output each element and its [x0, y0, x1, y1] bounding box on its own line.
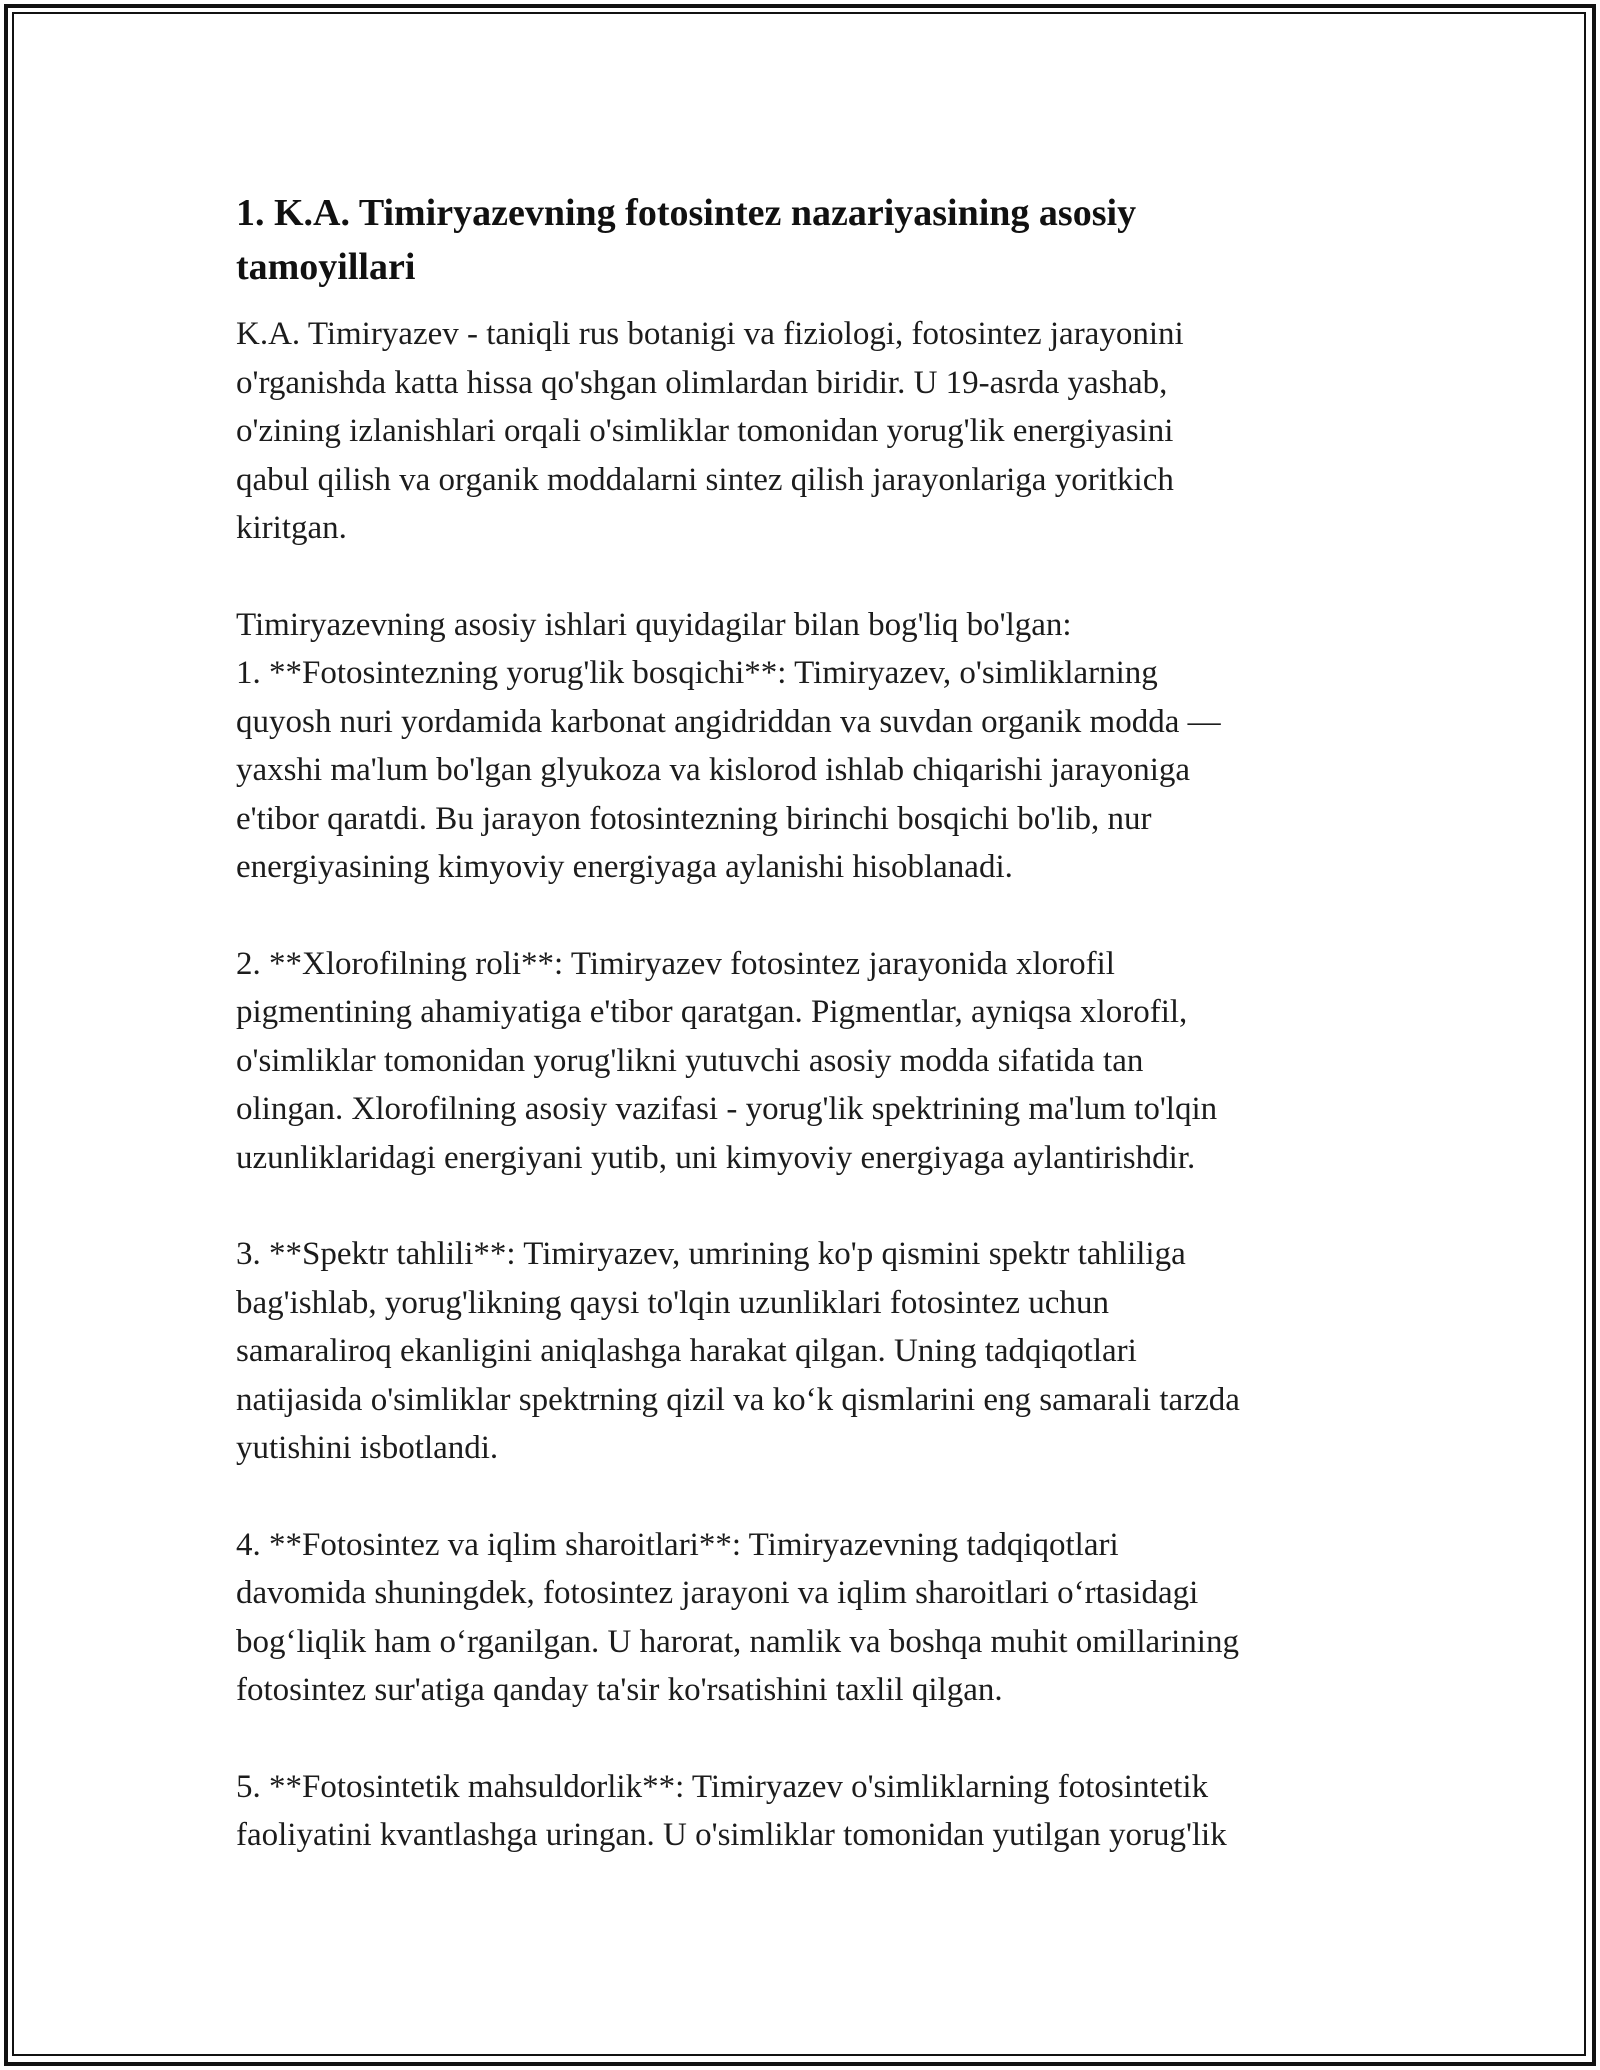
- text-line: fotosintez sur'atiga qanday ta'sir ko'rsatishini taxlil qilgan.: [236, 1672, 1003, 1708]
- text-line: kiritgan.: [236, 510, 347, 546]
- paragraph-item-3: [236, 1230, 1366, 1473]
- paragraph-item-4: [236, 1521, 1366, 1715]
- text-line: samaraliroq ekanligini aniqlashga harakat qilgan. Uning tadqiqotlari: [236, 1333, 1137, 1369]
- text-line: pigmentining ahamiyatiga e'tibor qaratgan. Pigmentlar, ayniqsa xlorofil,: [236, 994, 1188, 1030]
- text-line: Timiryazevning asosiy ishlari quyidagilar bilan bog'liq bo'lgan:: [236, 606, 1072, 643]
- text-line: e'tibor qaratdi. Bu jarayon fotosintezning birinchi bosqichi bo'lib, nur: [236, 800, 1152, 837]
- text-line: davomida shuningdek, fotosintez jarayoni va iqlim sharoitlari oʻrtasidagi: [236, 1575, 1199, 1611]
- text-line: energiyasining kimyoviy energiyaga aylanishi hisoblanadi.: [236, 849, 1013, 885]
- text-line: o'zining izlanishlari orqali o'simliklar tomonidan yorug'lik energiyasini: [236, 413, 1174, 449]
- text-line: quyosh nuri yordamida karbonat angidriddan va suvdan organik modda —: [236, 703, 1221, 740]
- text-line: 1. **Fotosintezning yorug'lik bosqichi**: Timiryazev, o'simliklarning: [236, 655, 1158, 691]
- document-page: [236, 186, 1366, 1908]
- text-line: bag'ishlab, yorug'likning qaysi to'lqin uzunliklari fotosintez uchun: [236, 1284, 1109, 1321]
- text-line: natijasida o'simliklar spektrning qizil va koʻk qismlarini eng samarali tarzda: [236, 1381, 1240, 1418]
- text-line: olingan. Xlorofilning asosiy vazifasi - yorug'lik spektrining ma'lum to'lqin: [236, 1091, 1218, 1127]
- paragraph-item-1: [236, 601, 1366, 892]
- text-line: 4. **Fotosintez va iqlim sharoitlari**: Timiryazevning tadqiqotlari: [236, 1526, 1119, 1563]
- paragraph-item-2: [236, 940, 1366, 1183]
- text-line: bogʻliqlik ham oʻrganilgan. U harorat, namlik va boshqa muhit omillarining: [236, 1623, 1239, 1660]
- text-line: 3. **Spektr tahlili**: Timiryazev, umrining ko'p qismini spektr tahliliga: [236, 1236, 1186, 1272]
- text-line: yaxshi ma'lum bo'lgan glyukoza va kislorod ishlab chiqarishi jarayoniga: [236, 752, 1191, 788]
- heading-line: tamoyillari: [236, 246, 416, 288]
- paragraph-intro: [236, 310, 1366, 553]
- paragraph-item-5: [236, 1763, 1366, 1860]
- text-line: 5. **Fotosintetik mahsuldorlik**: Timiryazev o'simliklarning fotosintetik: [236, 1768, 1209, 1805]
- document-body: [236, 310, 1366, 1860]
- text-line: o'simliklar tomonidan yorug'likni yutuvchi asosiy modda sifatida tan: [236, 1042, 1144, 1079]
- text-line: o'rganishda katta hissa qo'shgan olimlardan biridir. U 19-asrda yashab,: [236, 364, 1168, 401]
- text-line: faoliyatini kvantlashga uringan. U o'simliklar tomonidan yutilgan yorug'lik: [236, 1817, 1227, 1853]
- text-line: yutishini isbotlandi.: [236, 1430, 499, 1466]
- text-line: 2. **Xlorofilning roli**: Timiryazev fotosintez jarayonida xlorofil: [236, 945, 1115, 982]
- text-line: uzunliklaridagi energiyani yutib, uni kimyoviy energiyaga aylantirishdir.: [236, 1139, 1196, 1176]
- heading-line: 1. K.A. Timiryazevning fotosintez nazariyasining asosiy: [236, 192, 1137, 234]
- document-heading: [236, 186, 1366, 294]
- text-line: K.A. Timiryazev - taniqli rus botanigi va fiziologi, fotosintez jarayonini: [236, 316, 1184, 352]
- text-line: qabul qilish va organik moddalarni sintez qilish jarayonlariga yoritkich: [236, 461, 1174, 498]
